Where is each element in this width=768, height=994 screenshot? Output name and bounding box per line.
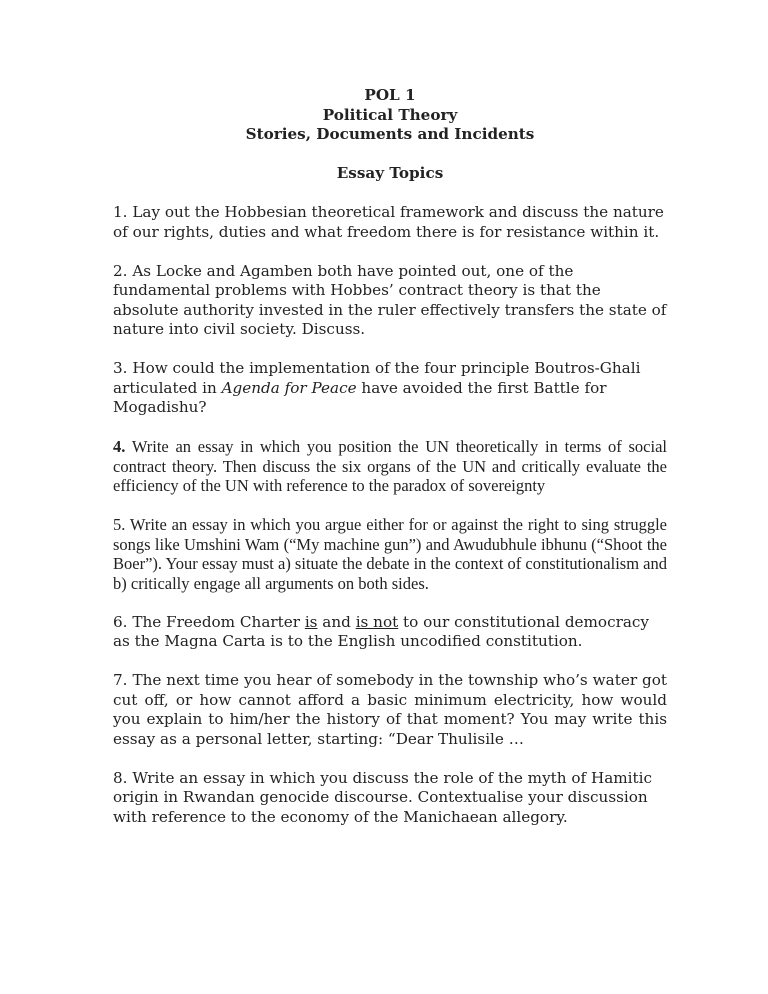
essay-topic-2: 2. As Locke and Agamben both have pointed out, one of the fundamental problems with Hobbes’ contract theory is that the absolute authority invested in the ruler effectively transfers the state of nature into civil society. Discuss. [113, 261, 667, 338]
course-title: Political Theory [322, 105, 458, 124]
essay-topic-1: 1. Lay out the Hobbesian theoretical framework and discuss the nature of our rights, duties and what freedom there is for resistance within it. [113, 203, 664, 241]
course-subtitle: Stories, Documents and Incidents [245, 125, 535, 143]
essay-topic-6: 6. The Freedom Charter is and is not to our constitutional democracy as the Magna Carta is to the English uncodified constitution. [113, 612, 649, 650]
essay-topic-3: 3. How could the implementation of the four principle Boutros-Ghali articulated in Agenda for Peace have avoided the first Battle for Mogadishu? [113, 359, 641, 416]
document-header [113, 86, 667, 184]
section-heading: Essay Topics [336, 164, 444, 182]
essay-topic-8: 8. Write an essay in which you discuss the role of the myth of Hamitic origin in Rwandan genocide discourse. Contextualise your discussion with reference to the economy of the Manichaean allegory. [113, 768, 652, 826]
course-code: POL 1 [364, 86, 416, 104]
essay-topic-5: 5. Write an essay in which you argue either for or against the right to sing struggle songs like Umshini Wam (“My machine gun”) and Awudubhule ibhunu (“Shoot the Boer”). Your essay must a) situate the debate in the context of constitutionalism and b) critically engage all arguments on both sides. [113, 515, 668, 593]
essay-topic-4: 4. Write an essay in which you position the UN theoretically in terms of social contract theory. Then discuss the six organs of the UN and critically evaluate the efficiency of the UN with reference to the paradox of sovereignty [113, 437, 667, 495]
essay-topic-7: 7. The next time you hear of somebody in the township who’s water got cut off, or how cannot afford a basic minimum electricity, how would you explain to him/her the history of that moment? You may write this essay as a personal letter, starting: “Dear Thulisile … [113, 671, 667, 748]
essay-topics-list [113, 203, 667, 827]
